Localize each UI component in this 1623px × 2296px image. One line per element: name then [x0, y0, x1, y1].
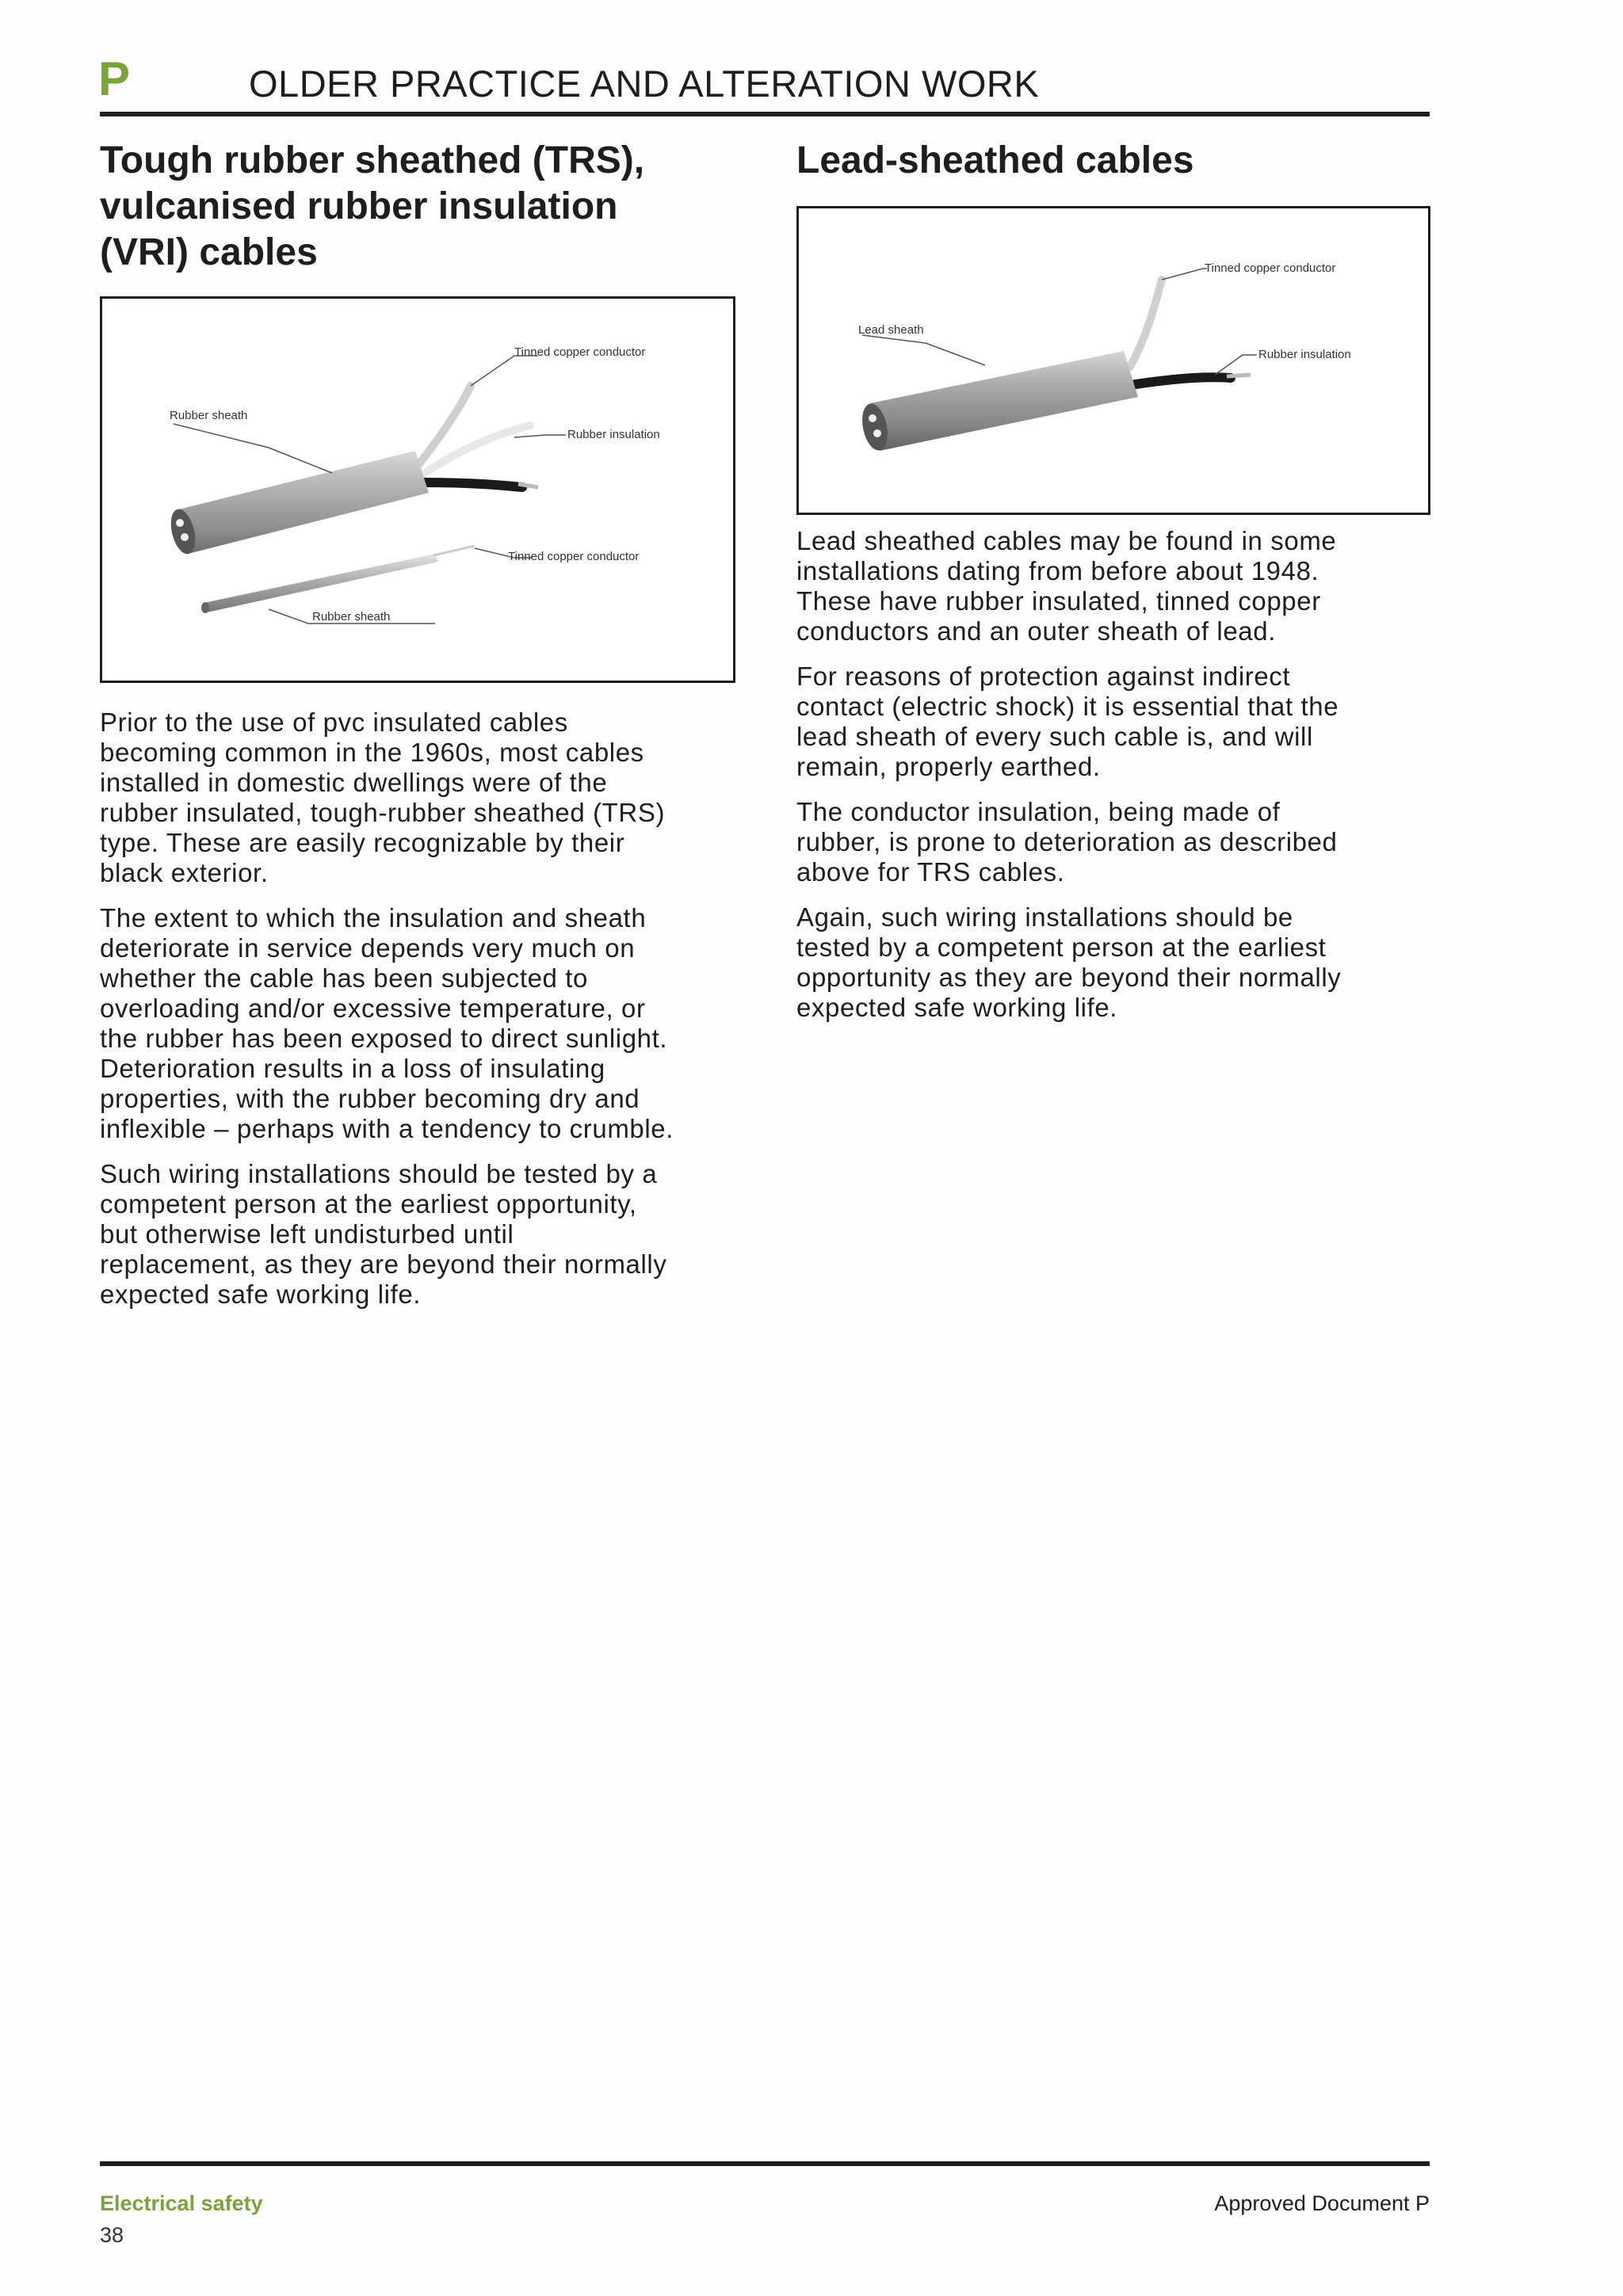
- lead-paragraph-2: For reasons of protection against indirect contact (electric shock) it is essential that the lead sheath of every such cable is, and will remain, properly earthed.: [796, 662, 1339, 781]
- rod-shape: [204, 554, 438, 612]
- label-rubber-sheath-2: Rubber sheath: [312, 610, 391, 624]
- rubber-insulation-shape: [423, 482, 522, 487]
- page-number: 38: [100, 2223, 124, 2247]
- lead-cables-body: [796, 526, 1430, 1038]
- lead-rubber-insulation-shape: [1136, 377, 1231, 384]
- lead-sheath-shape: [870, 351, 1138, 451]
- lead-paragraph-3: The conductor insulation, being made of rubber, is prone to deterioration as described above for TRS cables.: [796, 797, 1338, 887]
- footer-section-name: Electrical safety: [100, 2191, 263, 2215]
- footer-document-name: Approved Document P: [1214, 2191, 1430, 2215]
- footer-divider: [100, 2161, 1430, 2166]
- trs-paragraph-2: The extent to which the insulation and sheath deteriorate in service depends very much on whether the cable has been subjected to overloading and/or excessive temperature, or the rubber has been exposed to direct sunlight. Deterioration results in a loss of insulating properties, with the rubber becoming dry and inflexible – perhaps with a tendency to crumble.: [100, 903, 674, 1143]
- label-lead-sheath: Lead sheath: [858, 323, 924, 337]
- lead-paragraph-1: Lead sheathed cables may be found in some installations dating from before about 1948. These have rubber insulated, tinned copper conductors and an outer sheath of lead.: [796, 526, 1337, 646]
- conductor-2-shape: [419, 425, 530, 477]
- lead-sheathed-cable-figure: [796, 206, 1430, 515]
- page-header-title: OLDER PRACTICE AND ALTERATION WORK: [249, 63, 1040, 105]
- header-divider: [100, 112, 1430, 116]
- trs-cables-heading: Tough rubber sheathed (TRS), vulcanised rubber insulation (VRI) cables: [100, 139, 645, 273]
- trs-paragraph-1: Prior to the use of pvc insulated cables becoming common in the 1960s, most cables installed in domestic dwellings were of the rubber insulated, tough-rubber sheathed (TRS) type. These are easily recognizable by their black exterior.: [100, 707, 666, 887]
- trs-cable-figure: [100, 296, 735, 683]
- label-lead-rubber-insulation: Rubber insulation: [1258, 348, 1351, 361]
- label-rubber-insulation: Rubber insulation: [567, 428, 660, 441]
- lead-sheathed-cable-illustration: [799, 208, 1428, 513]
- rubber-sheath-shape: [178, 451, 429, 554]
- label-lead-tinned-copper-conductor: Tinned copper conductor: [1205, 261, 1336, 275]
- lead-sheathed-cables-heading: Lead-sheathed cables: [796, 139, 1194, 181]
- trs-cable-illustration: [102, 299, 733, 681]
- label-tinned-copper-conductor-2: Tinned copper conductor: [508, 550, 640, 563]
- label-rubber-sheath-1: Rubber sheath: [170, 409, 248, 422]
- conductor-1-shape: [415, 386, 471, 469]
- lead-paragraph-4: Again, such wiring installations should be tested by a competent person at the earliest opportunity as they are beyond their normally expected safe working life.: [796, 902, 1342, 1022]
- label-tinned-copper-conductor-1: Tinned copper conductor: [514, 345, 646, 359]
- trs-paragraph-3: Such wiring installations should be tested by a competent person at the earliest opportunity, but otherwise left undisturbed until replacement, as they are beyond their normally expected safe working life.: [100, 1159, 667, 1309]
- section-letter: P: [98, 52, 131, 105]
- trs-cables-body: [100, 707, 750, 1325]
- lead-conductor-shape: [1130, 280, 1162, 367]
